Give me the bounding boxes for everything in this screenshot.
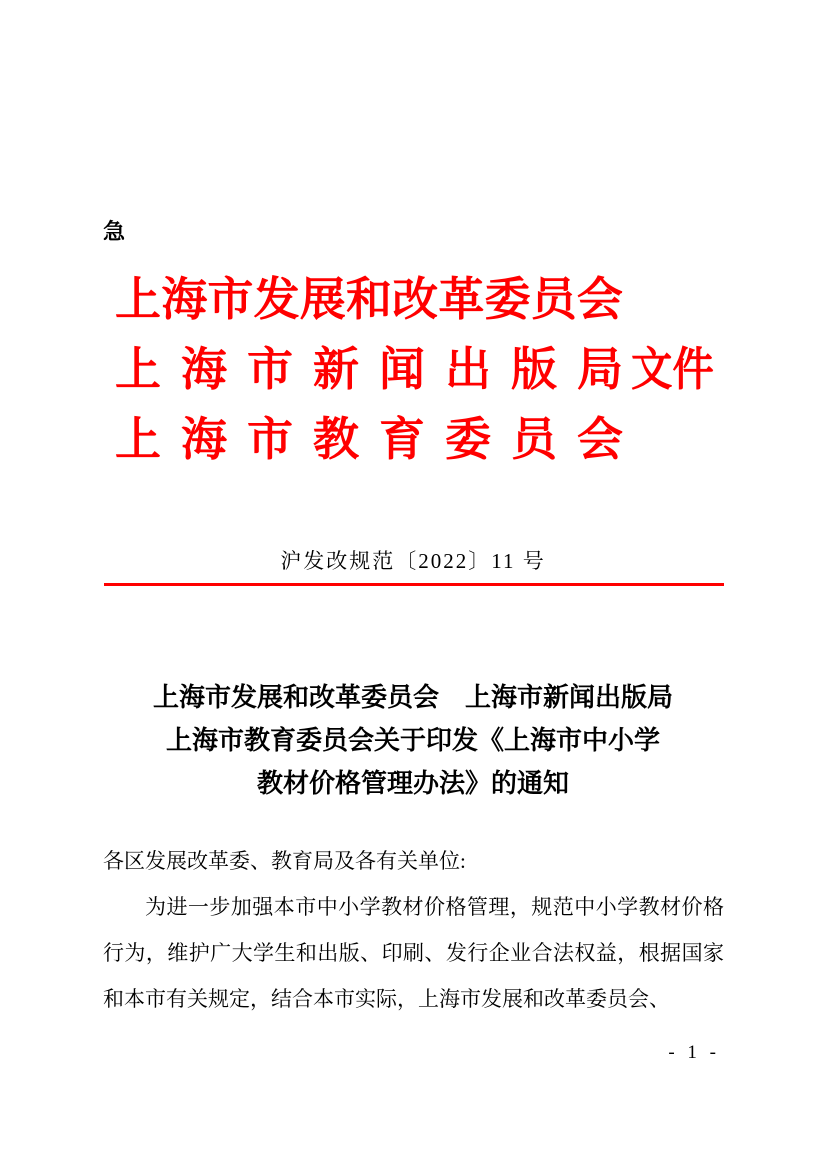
document-body [103,838,724,1022]
page-number: - 1 - [668,1042,720,1063]
org-name-education-commission: 上 海 市 教 育 委 员 会 [115,414,623,465]
title-line-1: 上海市发展和改革委员会 上海市新闻出版局 [152,683,673,712]
document-word-label: 文件 [631,344,714,395]
document-reference-number: 沪发改规范〔2022〕11 号 [280,549,546,573]
title-line-3: 教材价格管理办法》的通知 [256,769,569,798]
org-name-development-reform-commission: 上 海 市 发 展 和 改 革 委 员 会 [115,274,623,325]
salutation-line: 各区发展改革委、教育局及各有关单位: [103,849,466,873]
org-name-press-publication-bureau: 上 海 市 新 闻 出 版 局 [115,344,623,395]
masthead [115,261,723,471]
document-title [0,676,826,805]
urgency-label: 急 [103,219,126,244]
body-paragraph: 为进一步加强本市中小学教材价格管理，规范中小学教材价格行为，维护广大学生和出版、印刷、发行企业合法权益，根据国家和本市有关规定，结合本市实际，上海市发展和改革委员会、 [103,895,724,1011]
masthead-row-1 [115,261,723,331]
masthead-row-2 [115,331,723,401]
title-line-2: 上海市教育委员会关于印发《上海市中小学 [165,726,660,755]
red-separator-line [104,583,724,586]
masthead-row-3 [115,401,723,471]
